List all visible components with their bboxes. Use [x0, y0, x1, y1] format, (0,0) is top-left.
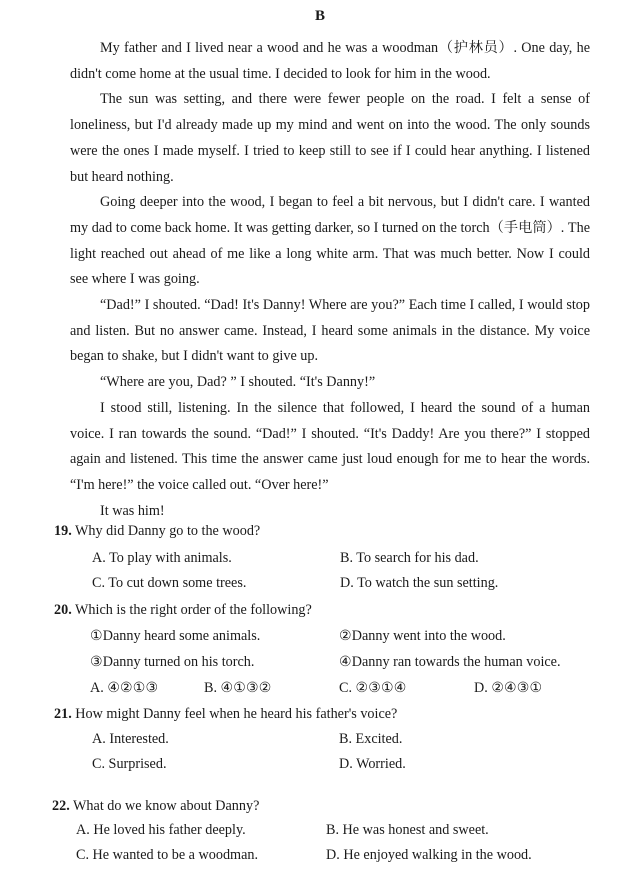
passage-paragraph: “Dad!” I shouted. “Dad! It's Danny! Where are you?” Each time I called, I would stop and listen. But no answer came. Instead, I heard some animals in the distance. My voice began to shake, but I didn't want to give up.	[70, 297, 590, 365]
order-item: ④Danny ran towards the human voice.	[339, 654, 561, 670]
option-d[interactable]: D. ②④③①	[474, 680, 543, 696]
option-c[interactable]: C. ②③①④	[339, 680, 407, 696]
option-b[interactable]: B. Excited.	[339, 731, 403, 747]
option-a[interactable]: A. He loved his father deeply.	[76, 822, 246, 838]
order-item: ②Danny went into the wood.	[339, 628, 506, 644]
question-stem	[54, 597, 614, 623]
question-19	[54, 518, 614, 544]
question-text: What do we know about Danny?	[73, 798, 260, 814]
option-a[interactable]: A. Interested.	[92, 731, 169, 747]
question-text: Which is the right order of the following?	[75, 602, 312, 618]
passage-paragraph: Going deeper into the wood, I began to feel a bit nervous, but I didn't care. I wanted my dad to come back home. It was getting darker, so I turned on the torch（手电筒）. The light reached out ahead of me like a long white arm. That was much better. Now I could see where I was going.	[70, 194, 590, 288]
passage-paragraph: “Where are you, Dad? ” I shouted. “It's Danny!”	[100, 374, 376, 391]
passage-paragraph: I stood still, listening. In the silence that followed, I heard the sound of a human voice. I ran towards the sound. “Dad!” I shouted. “It's Daddy! Are you there?” I stopped again and listened. This time the answer came just loud enough for me to hear the words. “I'm here!” the voice called out. “Over here!”	[70, 399, 590, 493]
question-number: 22.	[52, 798, 70, 814]
option-c[interactable]: C. To cut down some trees.	[92, 575, 247, 591]
section-title: B	[314, 8, 325, 24]
question-text: Why did Danny go to the wood?	[75, 523, 261, 539]
question-number: 19.	[54, 523, 72, 539]
option-c[interactable]: C. Surprised.	[92, 756, 167, 772]
order-item: ③Danny turned on his torch.	[90, 654, 255, 670]
option-b[interactable]: B. ④①③②	[204, 680, 272, 696]
reading-passage	[70, 36, 590, 524]
passage-paragraph: The sun was setting, and there were fewer people on the road. I felt a sense of loneliness, but I'd already made up my mind and went on into the wood. The only sounds were the ones I made myself. I tried to keep still to see if I could hear anything. I listened but heard nothing.	[70, 91, 590, 185]
option-a[interactable]: A. To play with animals.	[92, 550, 232, 566]
question-22	[52, 793, 612, 819]
option-d[interactable]: D. To watch the sun setting.	[340, 575, 499, 591]
option-c[interactable]: C. He wanted to be a woodman.	[76, 847, 259, 863]
question-21	[54, 701, 614, 727]
option-d[interactable]: D. He enjoyed walking in the wood.	[326, 847, 532, 863]
question-stem	[54, 518, 614, 544]
order-item: ①Danny heard some animals.	[90, 628, 261, 644]
question-text: How might Danny feel when he heard his father's voice?	[75, 706, 398, 722]
option-b[interactable]: B. He was honest and sweet.	[326, 822, 489, 838]
option-a[interactable]: A. ④②①③	[90, 680, 159, 696]
option-b[interactable]: B. To search for his dad.	[340, 550, 479, 566]
passage-paragraph: It was him!	[100, 502, 165, 519]
option-d[interactable]: D. Worried.	[339, 756, 406, 772]
question-stem	[52, 793, 612, 819]
question-20	[54, 597, 614, 623]
question-stem	[54, 701, 614, 727]
question-number: 21.	[54, 706, 72, 722]
question-number: 20.	[54, 602, 72, 618]
passage-paragraph: My father and I lived near a wood and he was a woodman（护林员）. One day, he didn't come home at the usual time. I decided to look for him in the wood.	[70, 40, 590, 82]
